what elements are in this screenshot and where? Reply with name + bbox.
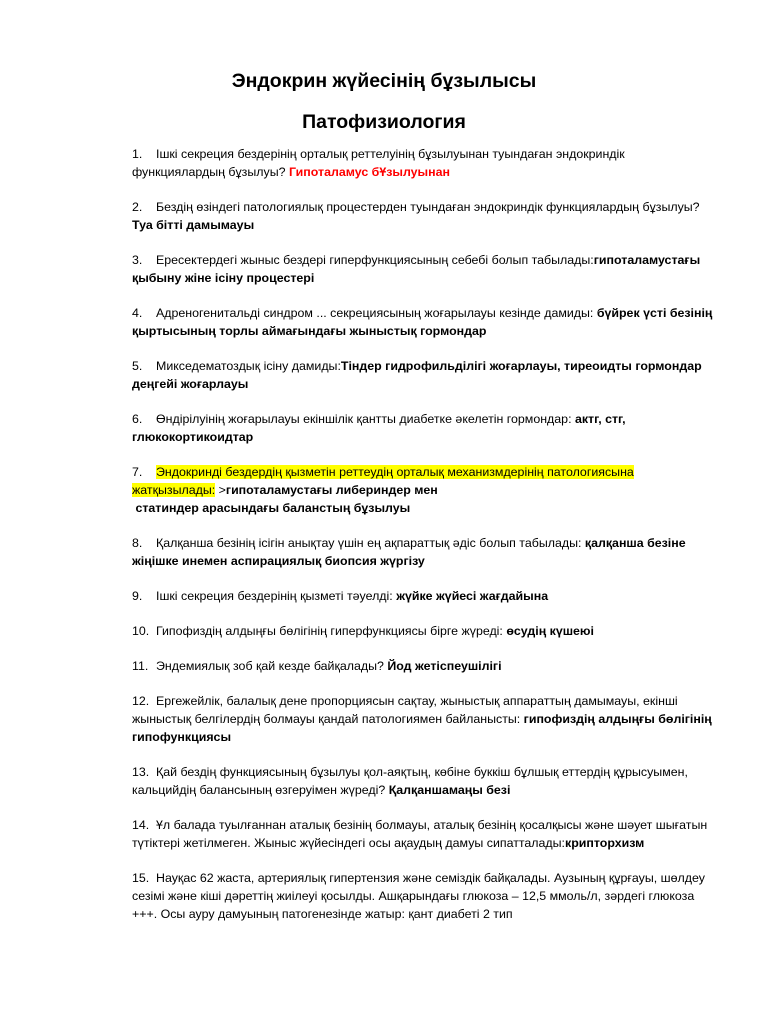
item-answer: гипофиздің алдыңғы бөлігінің гипофункциясы	[132, 712, 712, 744]
item-number: 8.	[132, 536, 143, 550]
list-item-1	[132, 145, 718, 181]
item-number: 1.	[132, 147, 143, 161]
item-question: Ұл балада туылғаннан аталық безінің болмауы, аталық безінің қосалқысы және шәует шығатын түтіктері жетілмеген. Жыныс жүйесіндегі осы ақаудың дамуы сипатталады:	[132, 818, 708, 850]
item-question: Науқас 62 жаста, артериялық гипертензия және семіздік байқалады. Аузының құрғауы, шөлдеу сезімі және кіші дәреттің жиілеуі қосылды. Ашқарындағы глюкоза – 12,5 ммоль/л, зәрдегі глюкоза +++. Осы ауру дамуының патогенезінде жатыр: қант диабеті 2 тип	[132, 871, 705, 921]
item-number: 13.	[132, 765, 150, 779]
item-question: Бездің өзіндегі патологиялық процестерден туындаған эндокриндік функциялардың бұзылуы?	[156, 200, 700, 214]
list-item-9	[132, 587, 718, 605]
list-item-11	[132, 657, 718, 675]
item-number: 12.	[132, 694, 150, 708]
question-list	[132, 145, 718, 940]
item-answer: Йод жетіспеушілігі	[387, 659, 502, 673]
item-question-highlighted: Эндокринді бездердің қызметін реттеудің орталық механизмдерінің патологиясына жатқызылады:	[132, 465, 634, 497]
item-number: 2.	[132, 200, 143, 214]
item-answer: актг, стг, глюкокортикоидтар	[132, 412, 626, 444]
list-item-12	[132, 692, 718, 746]
list-item-8	[132, 534, 718, 570]
item-number: 14.	[132, 818, 150, 832]
item-number: 10.	[132, 624, 150, 638]
item-answer-prefix: >	[218, 483, 226, 497]
item-answer: гипоталамустағы қыбыну жіне ісіну процестері	[132, 253, 701, 285]
item-number: 6.	[132, 412, 143, 426]
list-item-15	[132, 869, 718, 923]
list-item-10	[132, 622, 718, 640]
item-answer-line2: статиндер арасындағы баланстың бұзылуы	[135, 501, 411, 515]
item-question: Ішкі секреция бездерінің қызметі тәуелді:	[156, 589, 393, 603]
item-question: Адреногенитальді синдром ... секрециясының жоғарылауы кезінде дамиды:	[156, 306, 594, 320]
item-number: 3.	[132, 253, 143, 267]
item-number: 5.	[132, 359, 143, 373]
item-question: Өндірілуінің жоғарылауы екіншілік қантты диабетке әкелетін гормондар:	[156, 412, 572, 426]
item-answer: қалқанша безіне жіңішке инемен аспирациялық биопсия жүргізу	[132, 536, 686, 568]
list-item-13	[132, 763, 718, 799]
list-item-6	[132, 410, 718, 446]
list-item-4	[132, 304, 718, 340]
document-subtitle: Патофизиология	[302, 111, 466, 133]
item-answer: гипоталамустағы либериндер мен	[225, 483, 438, 497]
item-answer: бүйрек үсті безінің қыртысының торлы аймағындағы жыныстық гормондар	[132, 306, 713, 338]
item-answer: өсудің күшеюі	[506, 624, 594, 638]
list-item-2	[132, 198, 718, 234]
item-question: Ішкі секреция бездерінің орталық реттелуінің бұзылуынан туындаған эндокриндік функциялардың бұзылуы?	[132, 147, 625, 179]
item-answer: крипторхизм	[565, 836, 645, 850]
item-question: Ергежейлік, балалық дене пропорциясын сақтау, жыныстық аппараттың дамымауы, екінші жыныстық белгілердің болмауы қандай патологиямен байланысты:	[132, 694, 678, 726]
item-number: 11.	[132, 659, 149, 673]
list-item-5	[132, 357, 718, 393]
item-number: 15.	[132, 871, 150, 885]
list-item-3	[132, 251, 718, 287]
item-question: Микседематоздық ісіну дамиды:	[156, 359, 341, 373]
item-answer: Қалқаншамаңы безі	[388, 783, 511, 797]
item-question: Эндемиялық зоб қай кезде байқалады?	[156, 659, 384, 673]
document-title: Эндокрин жүйесінің бұзылысы	[231, 70, 537, 92]
item-answer: жүйке жүйесі жағдайына	[396, 589, 549, 603]
list-item-14	[132, 816, 718, 852]
item-answer: Туа бітті дамымауы	[132, 218, 255, 232]
item-question: Гипофиздің алдыңғы бөлігінің гиперфункциясы бірге жүреді:	[156, 624, 503, 638]
item-number: 4.	[132, 306, 143, 320]
item-answer: Тіндер гидрофильділігі жоғарлауы, тиреоидты гормондар деңгейі жоғарлауы	[132, 359, 702, 391]
item-question: Ересектердегі жыныс бездері гиперфункциясының себебі болып табылады:	[156, 253, 594, 267]
item-question: Қалқанша безінің ісігін анықтау үшін ең ақпараттық әдіс болып табылады:	[156, 536, 582, 550]
list-item-7	[132, 463, 718, 517]
item-answer: Гипоталамус бҰзылуынан	[288, 165, 450, 179]
item-number: 7.	[132, 465, 143, 479]
item-question: Қай бездің функциясының бұзылуы қол-аяқтың, көбіне буккіш бұлшық еттердің құрысуымен, кальцийдің балансының өзгеруімен жүреді?	[132, 765, 688, 797]
item-number: 9.	[132, 589, 143, 603]
